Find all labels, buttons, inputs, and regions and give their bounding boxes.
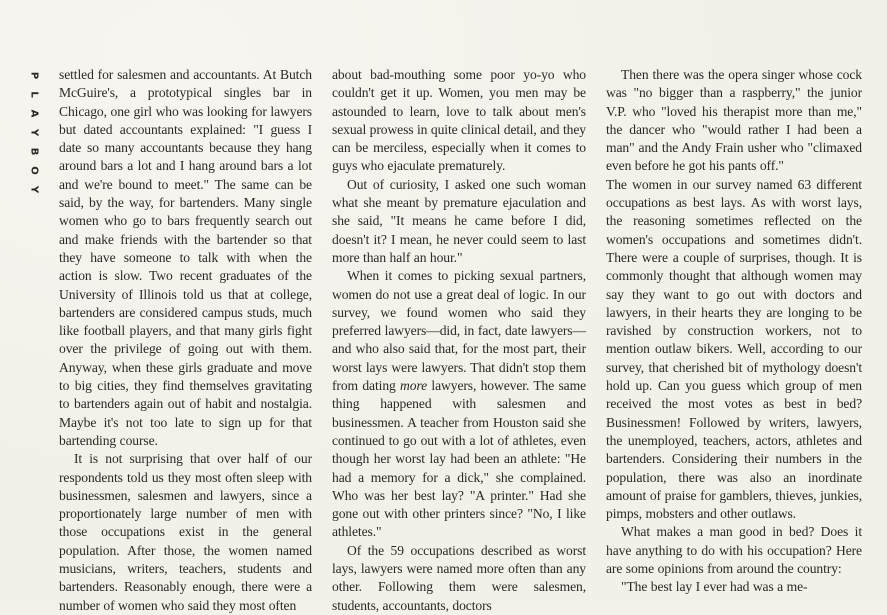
paragraph-text: lawyers, however. The same thing happened with salesmen and businessmen. A teacher from Houston said she continued to go out with a lot of athletes, even though her worst lay had been an athlete: "He had a memory for a dick," she complained. Who was her best lay? "A printer." Had she gone out with other printers since? "No, I like athletes." [332, 378, 587, 540]
running-head-letter: A [28, 109, 40, 118]
running-head-letter: L [28, 91, 40, 98]
paragraph: Out of curiosity, I asked one such woman what she meant by premature ejaculation and she said, "It means he came before I did, doesn't it? I mean, he never could seem to last more than half an hour." [332, 176, 586, 265]
text-column-1 [59, 66, 312, 615]
paragraph: The women in our survey named 63 different occupations as best lays. As with worst lays, the reasoning sometimes reflected on the women's occupations and sometimes didn't. There were a couple of surprises, though. It is commonly thought that although women may say they want to go out with doctors and lawyers, in their hearts they are longing to be ravished by construction workers, not to mention outlaw bikers. Well, according to our survey, that cherished bit of mythology doesn't hold up. Can you guess which group of men received the most votes as best in bed? Businessmen! Followed by writers, lawyers, the unemployed, teachers, actors, athletes and bartenders. Considering their numbers in the population, there was also an inordinate amount of praise for gamblers, thieves, junkies, pimps, mobsters and other outlaws. [606, 176, 862, 522]
running-head-letter: B [28, 147, 40, 156]
running-head-letter: P [28, 71, 40, 80]
text-column-2 [332, 66, 586, 615]
paragraph: Then there was the opera singer whose cock was "no bigger than a raspberry," the junior V.P. who "loved his therapist more than me," the dancer who "would rather I had been a man" and the Andy Frain usher who "climaxed even before he got his pants off." [606, 67, 862, 174]
paragraph: Of the 59 occupations described as worst lays, lawyers were named more often than any other. Following them were salesmen, students, accountants, doctors [332, 542, 586, 613]
paragraph: "The best lay I ever had was a me- [621, 579, 808, 595]
running-head-letter: Y [28, 185, 40, 194]
paragraph-text: When it comes to picking sexual partners, women do not use a great deal of logic. In our survey, we found women who said they preferred lawyers—did, in fact, date lawyers—and who also said that, for the most part, their worst lays were lawyers. That didn't stop them from dating [332, 268, 586, 394]
running-head-letter: O [28, 166, 40, 175]
paragraph: settled for salesmen and accountants. At Butch McGuire's, a prototypical singles bar in Chicago, one girl who was looking for lawyers but dated accountants explained: "I guess I date so many accountants because they hang around bars a lot and I hang around bars a lot and we're bound to meet." The same can be said, by the way, for bartenders. Many single women who go to bars frequently search out and make friends with the bartender so that they have someone to talk with when the action is slow. Two recent graduates of the University of Illinois told us that at college, bartenders are considered campus studs, much like football players, and that many girls fight over the privilege of going out with them. Anyway, when these girls graduate and move to big cities, they find themselves gravitating to bartenders again out of habit and nostalgia. Maybe it's not too late to sign up for that bartending course. [59, 67, 312, 448]
running-head-letter: Y [28, 128, 40, 137]
text-column-3 [606, 66, 862, 597]
paragraph: What makes a man good in bed? Does it have anything to do with his occupation? Here are some opinions from around the country: [606, 524, 862, 577]
running-head-playboy [26, 66, 42, 199]
paragraph: It is not surprising that over half of our respondents told us they most often sleep with businessmen, salesmen and lawyers, since a proportionately large number of men with those occupations exist in the general population. After those, the women named musicians, writers, teachers, students and bartenders. Reasonably enough, there were a number of women who said they most often [59, 451, 312, 613]
paragraph: about bad-mouthing some poor yo-yo who couldn't get it up. Women, you men may be astounded to learn, love to talk about men's sexual prowess in quite clinical detail, and they can be merciless, especially when it comes to guys who ejaculate prematurely. [332, 67, 586, 174]
emphasis: more [400, 378, 428, 394]
paragraph [332, 267, 586, 541]
